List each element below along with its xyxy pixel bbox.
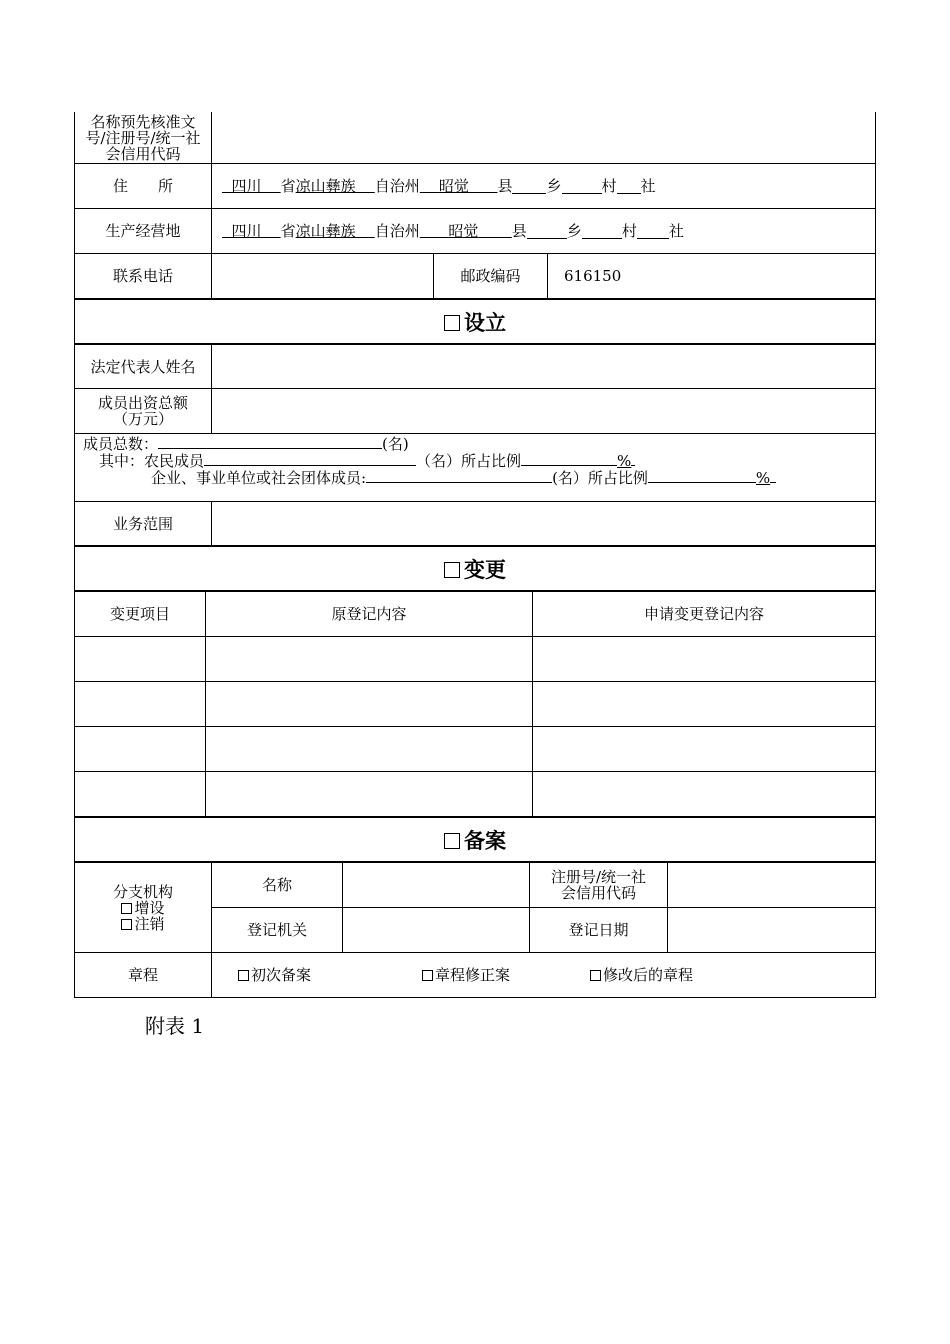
name-label: 名称预先核准文号/注册号/统一社会信用代码 [85,112,201,163]
change-checkbox[interactable] [444,562,460,578]
filing-title: 备案 [464,828,506,853]
charter-amendment-checkbox[interactable] [422,970,433,981]
change-original-cell[interactable] [205,727,532,771]
capital-label: 成员出资总额（万元） [97,394,188,428]
charter-option-revised[interactable]: 修改后的章程 [590,967,693,983]
charter-initial-checkbox[interactable] [238,970,249,981]
members-org-field[interactable] [366,468,552,483]
domicile-county: 昭觉 [438,177,469,195]
branch-name-field[interactable] [342,863,529,907]
postal-label: 邮政编码 [433,254,547,298]
change-original-cell[interactable] [205,772,532,816]
name-value-field[interactable] [211,112,875,163]
change-new-cell[interactable] [532,637,875,681]
legal-rep-label: 法定代表人姓名 [90,357,196,376]
change-row [75,637,875,682]
change-item-cell[interactable] [75,772,205,816]
change-header-item: 变更项目 [109,605,170,623]
legal-rep-row [75,345,875,389]
branch-authority-label: 登记机关 [246,921,307,939]
branch-authority-field[interactable] [342,908,529,952]
charter-option-amendment[interactable]: 章程修正案 [422,967,590,983]
filing-section-header [75,818,875,863]
business-county: 昭觉 [448,222,479,240]
filing-checkbox[interactable] [444,833,460,849]
change-new-cell[interactable] [532,772,875,816]
business-place-row [75,209,875,254]
branch-label-cell [75,863,211,952]
domicile-address[interactable]: 四川 省 凉山彝族 自治州 昭觉 县 乡 村 社 [211,164,875,208]
change-row [75,682,875,727]
branch-reg-no-label: 注册号/统一社会信用代码 [529,863,667,907]
domicile-row [75,164,875,209]
change-header-original: 原登记内容 [205,592,532,636]
change-item-cell[interactable] [75,727,205,771]
branch-add-label: 增设 [134,898,165,917]
legal-rep-field[interactable] [211,345,875,388]
branch-cancel-checkbox[interactable] [121,919,132,930]
change-original-cell[interactable] [205,682,532,726]
branch-details [211,863,875,952]
branch-block [75,863,875,953]
capital-row [75,389,875,434]
phone-label: 联系电话 [112,267,173,285]
branch-date-label: 登记日期 [529,908,667,952]
change-section-header [75,547,875,592]
name-row [75,112,875,164]
change-header-new: 申请变更登记内容 [532,592,875,636]
domicile-prefecture: 凉山彝族 [295,177,356,195]
change-row [75,727,875,772]
branch-reg-no-field[interactable] [667,863,875,907]
charter-row [75,953,875,998]
members-farmers-line: 其中：农民成员 （名）所占比例 % [99,451,635,470]
change-table-header [75,592,875,637]
charter-label: 章程 [127,966,158,984]
branch-label: 分支机构 [112,882,173,901]
members-total-line: 成员总数： (名) [83,435,409,453]
change-new-cell[interactable] [532,682,875,726]
contact-row [75,254,875,300]
business-province: 四川 [231,222,262,240]
members-org-line: 企业、事业单位或社会团体成员: (名）所占比例 % [151,468,776,487]
charter-revised-checkbox[interactable] [590,970,601,981]
domicile-province: 四川 [231,177,262,195]
charter-options [211,953,875,997]
establish-checkbox[interactable] [444,315,460,331]
charter-option-initial[interactable]: 初次备案 [238,967,422,983]
scope-row [75,502,875,547]
change-title: 变更 [464,557,506,582]
appendix-label: 附表 1 [145,1014,205,1038]
capital-field[interactable] [211,389,875,433]
members-total-field[interactable] [158,434,382,449]
change-original-cell[interactable] [205,637,532,681]
postal-value[interactable]: 616150 [547,254,875,298]
members-farmers-field[interactable] [204,451,416,466]
branch-add-checkbox[interactable] [121,903,132,914]
change-item-cell[interactable] [75,682,205,726]
registration-form [74,112,876,998]
branch-name-label: 名称 [261,876,292,894]
members-row [75,434,875,502]
phone-field[interactable] [211,254,433,298]
establish-title: 设立 [464,310,506,335]
business-place-label: 生产经营地 [105,222,181,240]
branch-date-field[interactable] [667,908,875,952]
scope-label: 业务范围 [112,514,173,533]
business-place-address[interactable]: 四川 省 凉山彝族 自治州 昭觉 县 乡 村 社 [211,209,875,253]
branch-cancel-label: 注销 [134,914,165,933]
domicile-label: 住 所 [112,177,173,195]
establish-section-header [75,300,875,345]
business-prefecture: 凉山彝族 [295,222,356,240]
change-item-cell[interactable] [75,637,205,681]
change-new-cell[interactable] [532,727,875,771]
change-row [75,772,875,818]
scope-field[interactable] [211,502,875,545]
